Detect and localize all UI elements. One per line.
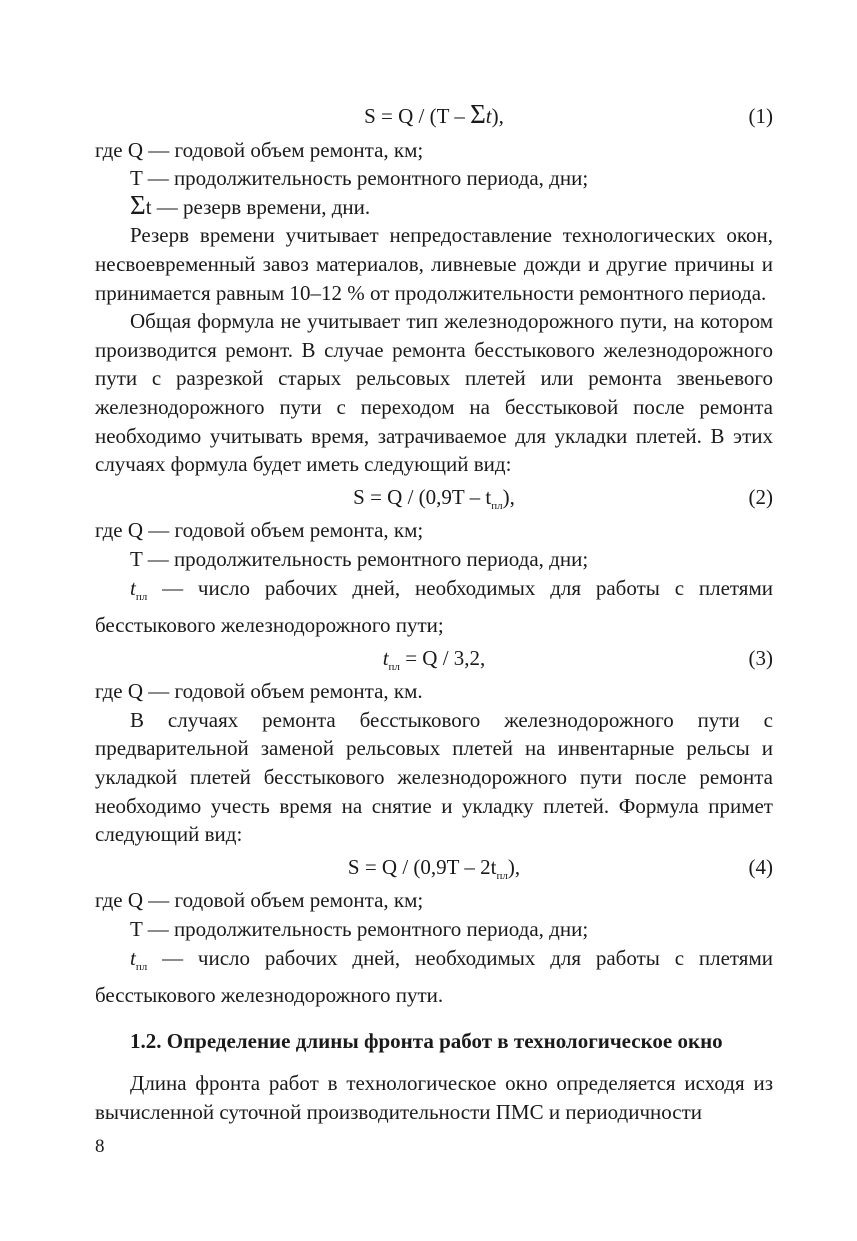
equation-4-number: (4) [748, 854, 773, 879]
equation-2-number: (2) [748, 484, 773, 509]
equation-4-formula: S = Q / (0,9T – 2t [347, 854, 497, 879]
equation-3-formula: = Q / 3,2, [399, 645, 486, 670]
paragraph: В случаях ремонта бесстыкового железнодорожного пути с предварительной заменой рельсовых плетей на инвентарные рельсы и укладкой плетей бесстыкового железнодорожного пути после ремонта необходимо учесть время на снятие и укладку плетей. Формула примет следующий вид: [95, 707, 773, 847]
equation-2 [95, 483, 773, 512]
variable: t [382, 645, 389, 670]
definition-line [95, 189, 773, 222]
paragraph: Общая формула не учитывает тип железнодорожного пути, на котором производится ремонт. В случае ремонта бесстыкового железнодорожного пути с разрезкой старых рельсовых плетей или ремонта звеньевого железнодорожного пути с переходом на бесстыковой после ремонта необходимо учитывать время, затрачиваемое для укладки плетей. В этих случаях формула будет иметь следующий вид: [95, 309, 773, 477]
definition-paragraph [95, 944, 773, 1010]
subscript: пл [496, 869, 508, 882]
definition-line: T — продолжительность ремонтного периода, дни; [130, 166, 589, 191]
definition-line: где Q — годовой объем ремонта, км; [95, 518, 424, 543]
equation-3 [95, 644, 773, 673]
definition-text: — число рабочих дней, необходимых для работы с плетями бесстыкового железнодорожного пути; [95, 575, 773, 638]
equation-1 [95, 99, 773, 131]
definition-line: где Q — годовой объем ремонта, км; [95, 137, 424, 162]
equation-2-formula: S = Q / (0,9T – t [353, 484, 492, 509]
subscript: пл [135, 590, 148, 603]
equation-3-number: (3) [748, 645, 773, 670]
page-number: 8 [95, 1136, 105, 1157]
sigma-symbol: Σ [130, 189, 146, 220]
equation-1-close: ), [491, 104, 504, 128]
equation-1-variable: t [485, 104, 492, 128]
equation-4-close: ), [507, 854, 521, 879]
equation-2-close: ), [502, 484, 515, 509]
definition-text: t — резерв времени, дни. [145, 194, 371, 219]
definition-text: — число рабочих дней, необходимых для работы с плетями бесстыкового железнодорожного пути. [95, 945, 773, 1008]
section-heading: 1.2. Определение длины фронта работ в технологическое окно [130, 1028, 723, 1053]
definition-line: где Q — годовой объем ремонта, км; [95, 888, 424, 913]
page-body [95, 98, 773, 1127]
subscript: пл [491, 499, 503, 512]
definition-paragraph [95, 574, 773, 640]
subscript: пл [135, 960, 148, 973]
definition-line: где Q — годовой объем ремонта, км. [95, 679, 423, 704]
variable: t [130, 575, 136, 600]
paragraph: Длина фронта работ в технологическое окно определяется исходя из вычисленной суточной производительности ПМС и периодичности [95, 1071, 773, 1124]
equation-4 [95, 853, 773, 882]
definition-line: T — продолжительность ремонтного периода, дни; [130, 917, 589, 942]
variable: t [130, 945, 136, 970]
sigma-symbol: Σ [470, 99, 486, 129]
paragraph: Резерв времени учитывает непредоставление технологических окон, несвоевременный завоз материалов, ливневые дожди и другие причины и принимается равным 10–12 % от продолжительности ремонтного периода. [95, 223, 773, 305]
equation-1-formula: S = Q / (T – [364, 104, 471, 128]
equation-1-number: (1) [748, 104, 773, 128]
subscript: пл [388, 660, 400, 673]
definition-line: T — продолжительность ремонтного периода, дни; [130, 546, 589, 571]
